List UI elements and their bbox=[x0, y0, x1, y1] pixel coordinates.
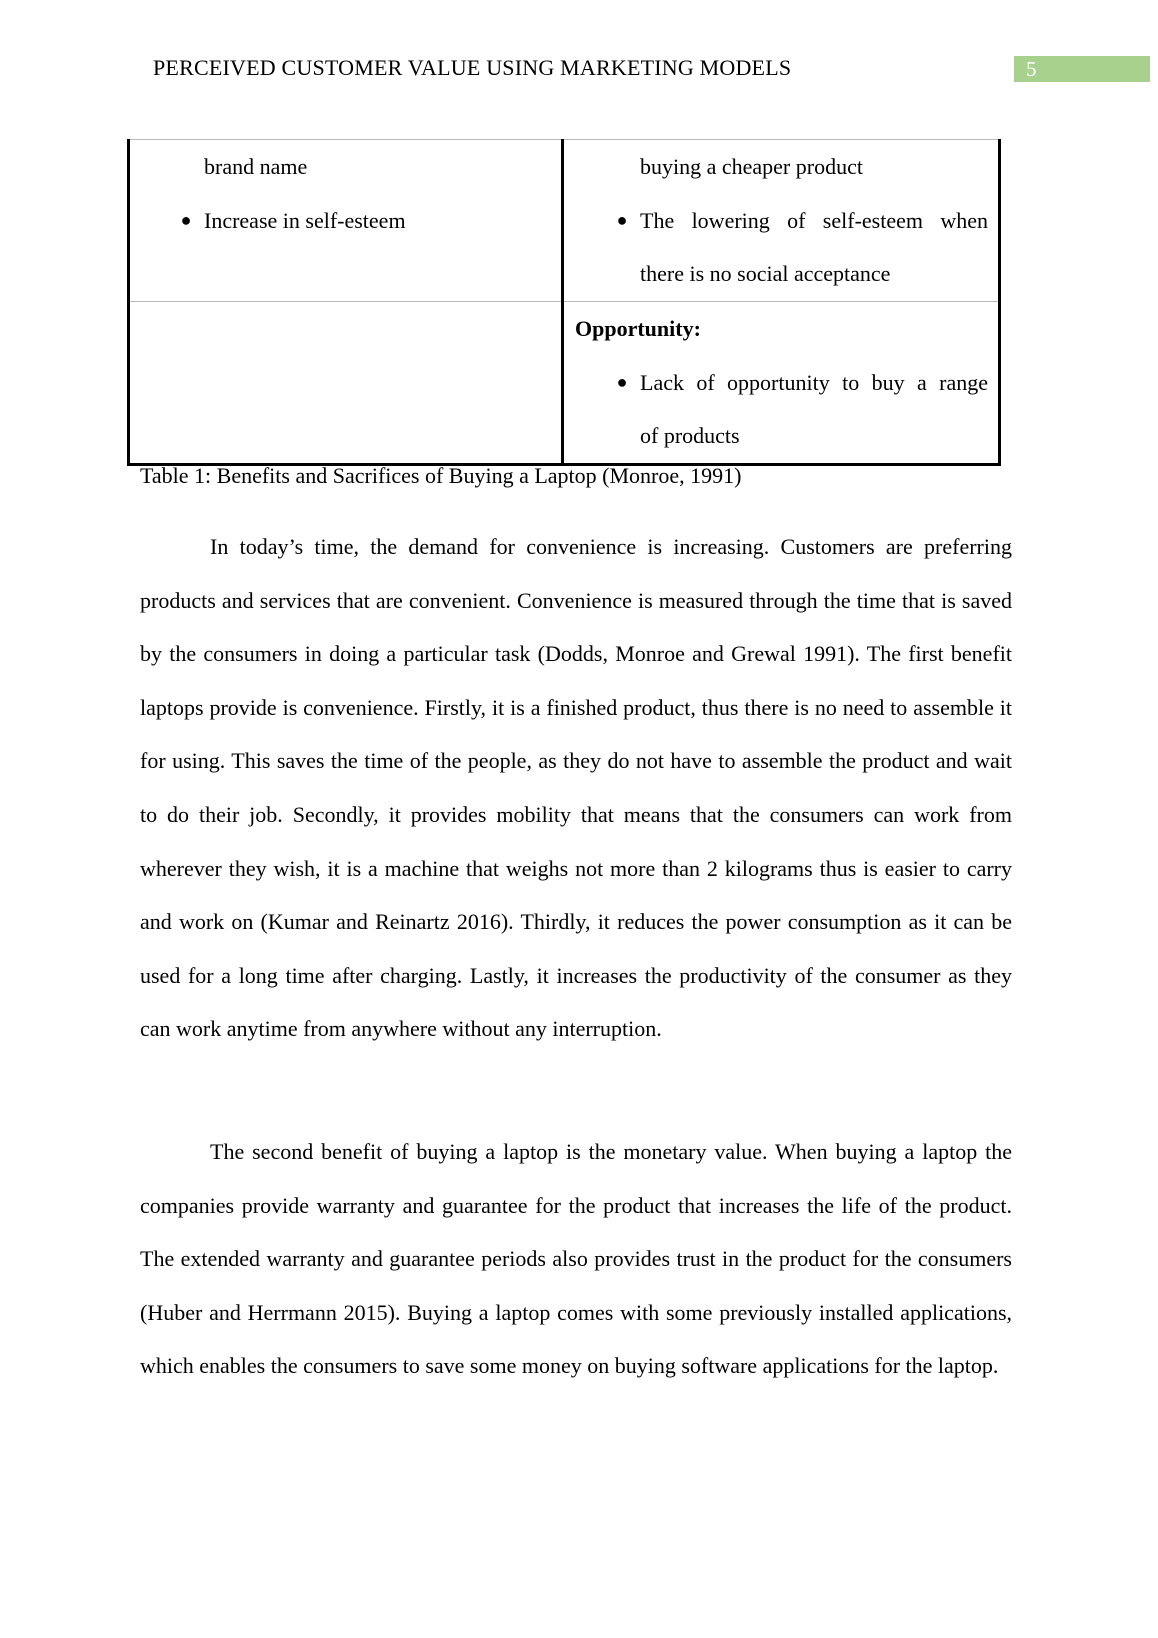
benefits-sacrifices-table bbox=[127, 139, 1001, 466]
cell-text: buying a cheaper product bbox=[640, 154, 863, 179]
paragraph-convenience: In today’s time, the demand for convenience is increasing. Customers are preferring products and services that are convenient. Convenience is measured through the time that is saved by the consumers in doing a particular task (Dodds, Monroe and Grewal 1991). The first benefit laptops provide is convenience. Firstly, it is a finished product, thus there is no need to assemble it for using. This saves the time of the people, as they do not have to assemble the product and wait to do their job. Secondly, it provides mobility that means that the consumers can work from wherever they wish, it is a machine that weighs not more than 2 kilograms thus is easier to carry and work on (Kumar and Reinartz 2016). Thirdly, it reduces the power consumption as it can be used for a long time after charging. Lastly, it increases the productivity of the consumer as they can work anytime from anywhere without any interruption. bbox=[140, 534, 1012, 1042]
table-cell-opportunity bbox=[563, 302, 1000, 465]
table-caption: Table 1: Benefits and Sacrifices of Buying a Laptop (Monroe, 1991) bbox=[140, 463, 742, 488]
running-header-title: PERCEIVED CUSTOMER VALUE USING MARKETING MODELS bbox=[153, 55, 792, 80]
table-cell-sacrifices bbox=[563, 140, 1000, 302]
table-cell-benefits bbox=[129, 140, 563, 302]
table-row bbox=[129, 140, 1000, 302]
cell-text: Increase in self-esteem bbox=[204, 207, 406, 233]
table-row bbox=[129, 302, 1000, 465]
cell-text: of products bbox=[640, 423, 740, 449]
cell-text: brand name bbox=[204, 154, 308, 179]
paragraph-monetary-value: The second benefit of buying a laptop is the monetary value. When buying a laptop the companies provide warranty and guarantee for the product that increases the life of the product. The extended warranty and guarantee periods also provides trust in the product for the consumers (Huber and Herrmann 2015). Buying a laptop comes with some previously installed applications, which enables the consumers to save some money on buying software applications for the laptop. bbox=[140, 1139, 1012, 1379]
bullet-icon: ● bbox=[616, 209, 628, 230]
bullet-icon: ● bbox=[616, 371, 628, 392]
bullet-icon: ● bbox=[180, 209, 192, 230]
cell-text: there is no social acceptance bbox=[640, 261, 891, 287]
opportunity-heading: Opportunity: bbox=[575, 316, 701, 341]
table-cell-empty bbox=[129, 302, 563, 465]
cell-text: Lack of opportunity to buy a range bbox=[640, 369, 988, 395]
page-number: 5 bbox=[1014, 56, 1150, 82]
cell-text: The lowering of self-esteem when bbox=[640, 207, 988, 233]
